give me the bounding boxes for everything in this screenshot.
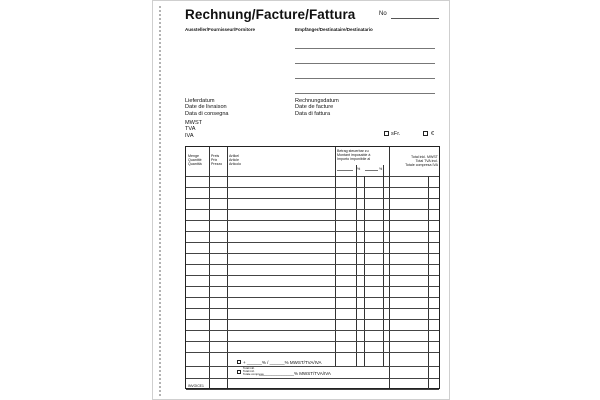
table-row[interactable]: [186, 253, 439, 254]
table-row[interactable]: [186, 319, 439, 320]
taxable-rate-2-field[interactable]: [365, 170, 378, 171]
table-header-divider: [186, 176, 439, 177]
delivery-date-label: Lieferdatum Date de livraison Data di consegna: [185, 98, 229, 117]
vat-label: MWST TVA IVA: [185, 120, 203, 139]
euro-checkbox[interactable]: [423, 131, 428, 136]
total-header: Total inkl. MWST Total TVA incl. Totale compresa IVA: [405, 155, 438, 167]
table-row[interactable]: [186, 366, 439, 367]
table-row[interactable]: [186, 264, 439, 265]
invoice-number-label: No: [379, 11, 387, 17]
total-line-labels: Total inkl. Total incl. Totale compresa: [243, 366, 264, 376]
table-row[interactable]: [186, 231, 439, 232]
table-row[interactable]: [186, 242, 439, 243]
table-row[interactable]: [186, 378, 439, 379]
table-row[interactable]: [186, 187, 439, 188]
table-row[interactable]: [186, 286, 439, 287]
table-row[interactable]: [186, 352, 439, 353]
sender-label: Aussteller/Fournisseur/Fornitore: [185, 27, 256, 32]
invoice-number-field[interactable]: [391, 18, 439, 19]
taxable-rate-1-field[interactable]: [337, 170, 353, 171]
recipient-line-3[interactable]: [295, 78, 435, 79]
col-divider: [335, 147, 336, 366]
total-line-checkbox[interactable]: [237, 370, 241, 374]
chf-checkbox[interactable]: [384, 131, 389, 136]
col-divider: [428, 176, 429, 389]
table-row[interactable]: [186, 297, 439, 298]
col-divider: [383, 165, 384, 366]
percent-sign-1: %: [357, 167, 361, 171]
euro-label: €: [431, 130, 435, 137]
chf-label: sFr.: [391, 130, 401, 137]
table-row[interactable]: [186, 198, 439, 199]
col-divider: [364, 176, 365, 366]
col-divider: [356, 165, 357, 366]
quantity-header: Menge Quantité Quantità: [188, 154, 202, 166]
recipient-line-4[interactable]: [295, 93, 435, 94]
table-row[interactable]: [186, 341, 439, 342]
total-line-text: ______________% MWST/TVA/IVA: [259, 371, 331, 376]
invoice-date-label: Rechnungsdatum Date de facture Data di fattura: [295, 98, 339, 117]
perforation-edge: [159, 5, 161, 397]
table-row[interactable]: [186, 275, 439, 276]
recipient-label: Empfänger/Destinataire/Destinatario: [295, 27, 373, 32]
recipient-line-2[interactable]: [295, 63, 435, 64]
article-header: Artikel Article Articolo: [229, 154, 241, 166]
form-title: Rechnung/Facture/Fattura: [185, 7, 356, 22]
taxable-amount-header: Betrag steuerbar zu Montant imposable à Importo imponibile al: [337, 149, 371, 161]
percent-sign-2: %: [379, 167, 383, 171]
table-row[interactable]: [186, 308, 439, 309]
table-row[interactable]: [186, 220, 439, 221]
vat-line-checkbox[interactable]: [237, 360, 241, 364]
invoice-table: [185, 146, 440, 389]
table-row[interactable]: [186, 330, 439, 331]
document-code: INVOICE1: [188, 384, 204, 388]
invoice-form: [152, 0, 450, 400]
table-row[interactable]: [186, 209, 439, 210]
table-row[interactable]: [186, 389, 439, 390]
vat-line-text: + ______% / ______% MWST/TVA/IVA: [243, 359, 322, 365]
price-header: Preis Prix Prezzo: [211, 154, 223, 166]
recipient-line-1[interactable]: [295, 48, 435, 49]
